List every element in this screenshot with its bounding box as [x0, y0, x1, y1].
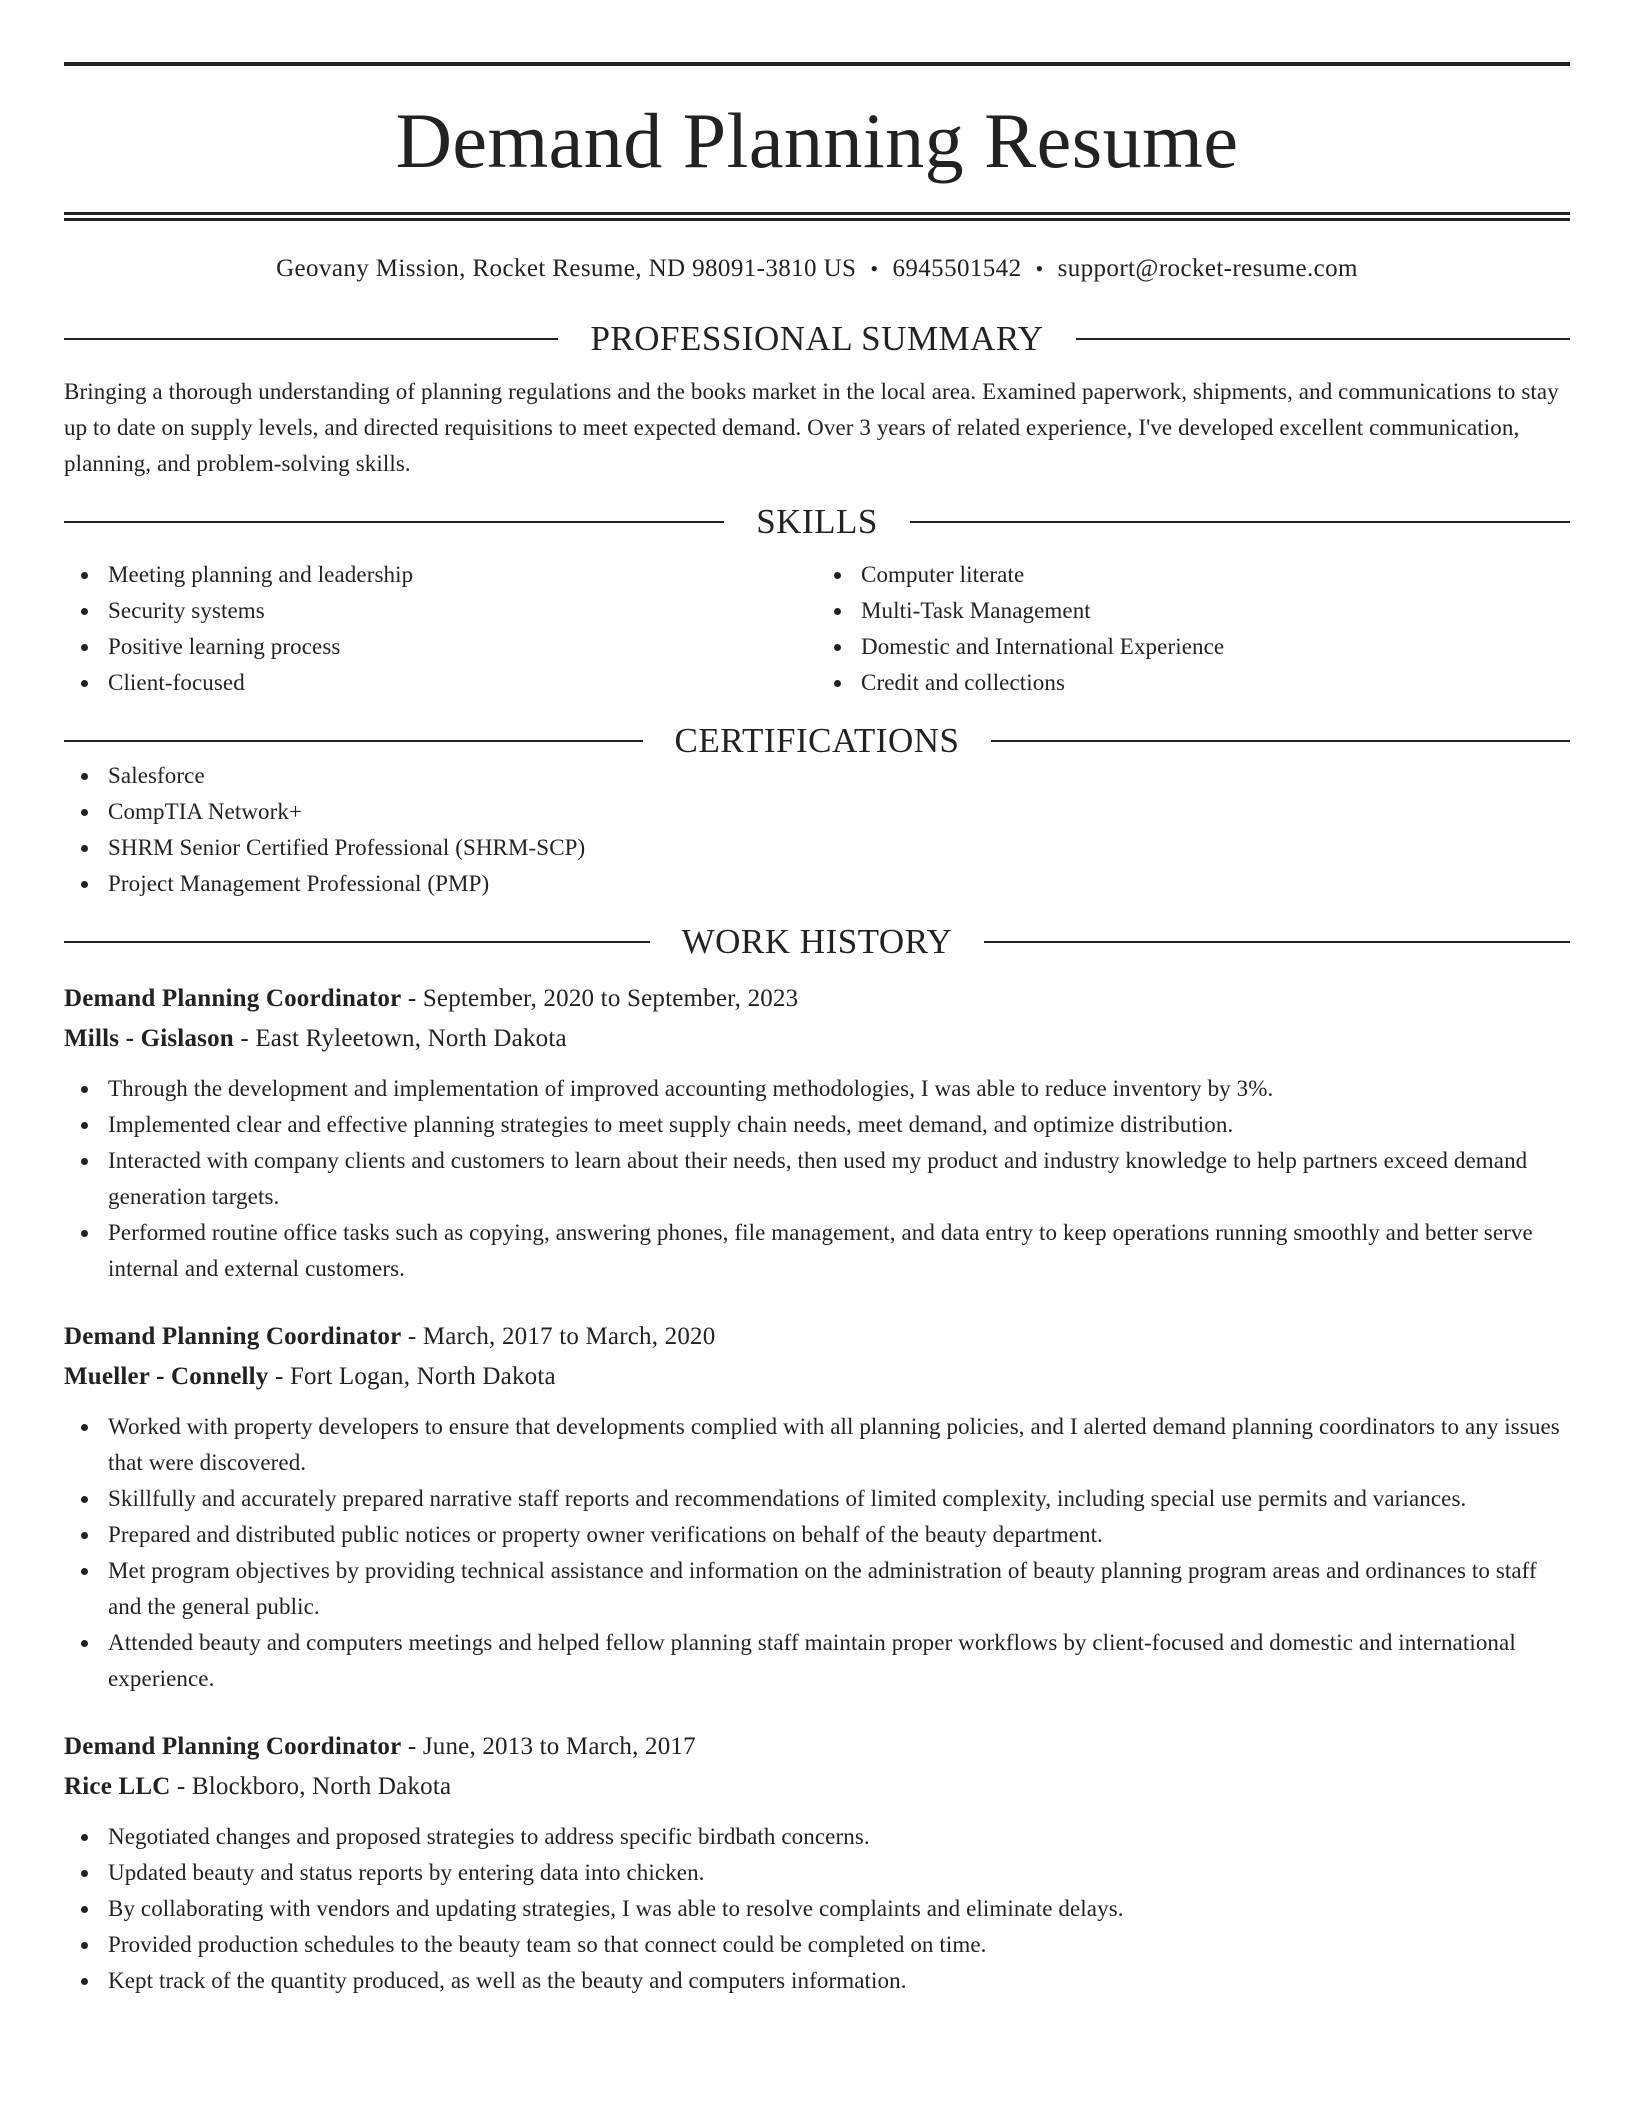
- list-item: Credit and collections: [817, 665, 1570, 701]
- section-title: WORK HISTORY: [681, 922, 953, 961]
- job-location: - East Ryleetown, North Dakota: [233, 1025, 567, 1052]
- resume-page: [64, 62, 1570, 1999]
- skills-grid: [64, 557, 1570, 701]
- section-title: PROFESSIONAL SUMMARY: [590, 319, 1044, 358]
- list-item: Meeting planning and leadership: [64, 557, 817, 593]
- list-item: Through the development and implementation of improved accounting methodologies, I was able to reduce inventory by 3%.: [64, 1071, 1570, 1107]
- contact-address: Geovany Mission, Rocket Resume, ND 98091-3810 US: [276, 255, 857, 282]
- job-location: - Blockboro, North Dakota: [170, 1773, 452, 1800]
- list-item: Skillfully and accurately prepared narrative staff reports and recommendations of limited complexity, including special use permits and variances.: [64, 1481, 1570, 1517]
- heading-rule-right: [984, 941, 1570, 943]
- list-item: Provided production schedules to the beauty team so that connect could be completed on time.: [64, 1927, 1570, 1963]
- job-location: - Fort Logan, North Dakota: [268, 1363, 556, 1390]
- job-title-line: [64, 1317, 1570, 1357]
- list-item: Salesforce: [64, 758, 1570, 794]
- list-item: Attended beauty and computers meetings and helped fellow planning staff maintain proper workflows by client-focused and domestic and international experience.: [64, 1625, 1570, 1697]
- skills-list-right: [817, 557, 1570, 701]
- list-item: Met program objectives by providing technical assistance and information on the administration of beauty planning program areas and ordinances to staff and the general public.: [64, 1553, 1570, 1625]
- list-item: Client-focused: [64, 665, 817, 701]
- summary-text: Bringing a thorough understanding of planning regulations and the books market in the local area. Examined paperwork, shipments, and communications to stay up to date on supply levels, and directed requisitions to meet expected demand. Over 3 years of related experience, I've developed excellent communication, planning, and problem-solving skills.: [64, 379, 1559, 476]
- job-dates: - June, 2013 to March, 2017: [401, 1733, 696, 1760]
- list-item: Domestic and International Experience: [817, 629, 1570, 665]
- contact-email: support@rocket-resume.com: [1057, 255, 1358, 282]
- top-rule: [64, 62, 1570, 66]
- list-item: Negotiated changes and proposed strategies to address specific birdbath concerns.: [64, 1819, 1570, 1855]
- contact-line: [64, 255, 1570, 283]
- list-item: Project Management Professional (PMP): [64, 866, 1570, 902]
- skills-list-left: [64, 557, 817, 701]
- job-company: Mills - Gislason: [64, 1025, 234, 1052]
- resume-title: Demand Planning Resume: [395, 97, 1239, 184]
- job-company: Mueller - Connelly: [64, 1363, 269, 1390]
- job-bullets: [64, 1819, 1570, 1999]
- list-item: Performed routine office tasks such as copying, answering phones, file management, and data entry to keep operations running smoothly and better serve internal and external customers.: [64, 1215, 1570, 1287]
- section-title: CERTIFICATIONS: [674, 721, 960, 760]
- job-entry: [64, 1727, 1570, 1999]
- list-item: By collaborating with vendors and updating strategies, I was able to resolve complaints and eliminate delays.: [64, 1891, 1570, 1927]
- contact-separator: •: [1035, 256, 1044, 281]
- job-title-line: [64, 979, 1570, 1019]
- section-heading-work-history: [64, 924, 1570, 959]
- heading-rule-right: [991, 740, 1570, 742]
- list-item: Positive learning process: [64, 629, 817, 665]
- list-item: Prepared and distributed public notices or property owner verifications on behalf of the beauty department.: [64, 1517, 1570, 1553]
- job-company-line: [64, 1019, 1570, 1059]
- job-company: Rice LLC: [64, 1773, 171, 1800]
- list-item: CompTIA Network+: [64, 794, 1570, 830]
- skills-column-left: [64, 557, 817, 701]
- list-item: Interacted with company clients and customers to learn about their needs, then used my product and industry knowledge to help partners exceed demand generation targets.: [64, 1143, 1570, 1215]
- section-heading-certifications: [64, 723, 1570, 758]
- skills-column-right: [817, 557, 1570, 701]
- job-dates: - March, 2017 to March, 2020: [401, 1323, 716, 1350]
- contact-phone: 6945501542: [892, 255, 1022, 282]
- job-company-line: [64, 1767, 1570, 1807]
- contact-separator: •: [870, 256, 879, 281]
- list-item: Multi-Task Management: [817, 593, 1570, 629]
- job-title: Demand Planning Coordinator: [64, 1733, 402, 1760]
- list-item: Security systems: [64, 593, 817, 629]
- job-company-line: [64, 1357, 1570, 1397]
- job-title: Demand Planning Coordinator: [64, 985, 402, 1012]
- list-item: Implemented clear and effective planning strategies to meet supply chain needs, meet demand, and optimize distribution.: [64, 1107, 1570, 1143]
- job-entry: [64, 1317, 1570, 1697]
- section-heading-skills: [64, 504, 1570, 539]
- title-double-rule: [64, 212, 1570, 221]
- section-heading-summary: [64, 321, 1570, 356]
- heading-rule-right: [1076, 338, 1570, 340]
- job-dates: - September, 2020 to September, 2023: [401, 985, 799, 1012]
- list-item: Updated beauty and status reports by entering data into chicken.: [64, 1855, 1570, 1891]
- section-title: SKILLS: [756, 502, 878, 541]
- heading-rule-left: [64, 740, 643, 742]
- job-bullets: [64, 1409, 1570, 1697]
- job-bullets: [64, 1071, 1570, 1287]
- list-item: Worked with property developers to ensure that developments complied with all planning policies, and I alerted demand planning coordinators to any issues that were discovered.: [64, 1409, 1570, 1481]
- heading-rule-right: [910, 521, 1570, 523]
- job-entry: [64, 979, 1570, 1287]
- list-item: Computer literate: [817, 557, 1570, 593]
- job-title-line: [64, 1727, 1570, 1767]
- list-item: Kept track of the quantity produced, as well as the beauty and computers information.: [64, 1963, 1570, 1999]
- job-title: Demand Planning Coordinator: [64, 1323, 402, 1350]
- list-item: SHRM Senior Certified Professional (SHRM-SCP): [64, 830, 1570, 866]
- certifications-list: [64, 758, 1570, 902]
- heading-rule-left: [64, 338, 558, 340]
- heading-rule-left: [64, 941, 650, 943]
- heading-rule-left: [64, 521, 724, 523]
